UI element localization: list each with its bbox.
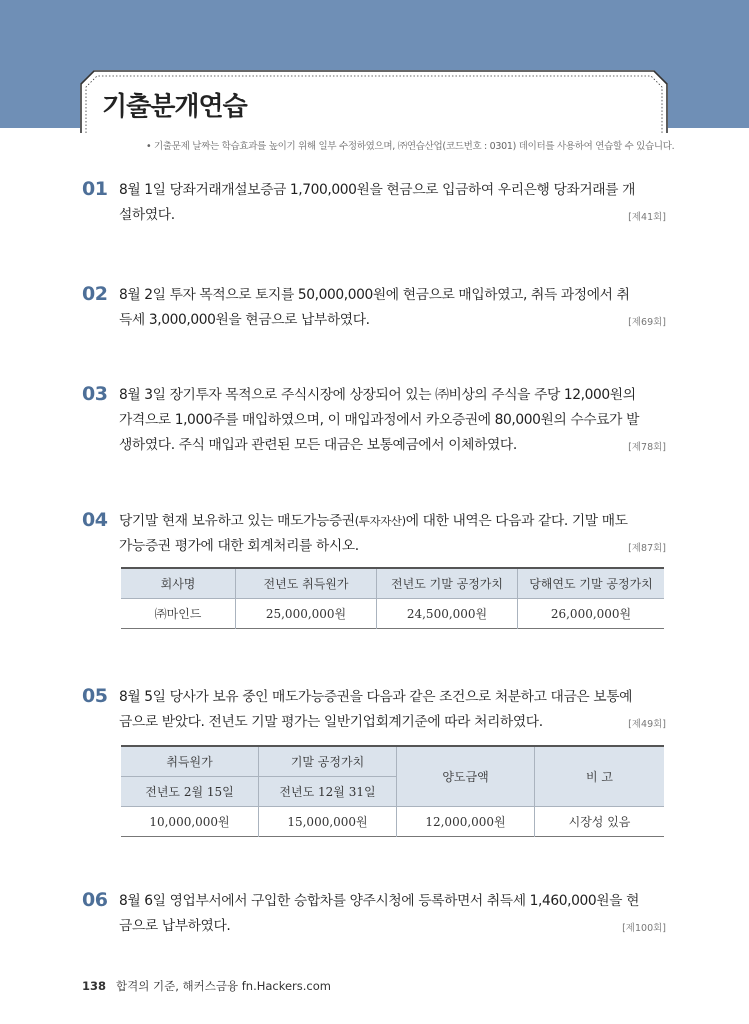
table-header: 회사명: [121, 568, 236, 599]
table-header-row: [121, 746, 664, 777]
question-text: 8월 6일 영업부서에서 구입한 승합차를 양주시청에 등록하면서 취득세 1,460,000원을 현 금으로 납부하였다.: [119, 893, 640, 934]
table-header: 당해연도 기말 공정가치: [518, 568, 665, 599]
table-cell: 26,000,000원: [518, 599, 665, 629]
question-number: 01: [82, 178, 108, 200]
source-label: [제78회]: [628, 442, 666, 453]
question-06: [82, 889, 666, 939]
footer-text: 합격의 기준, 해커스금융 fn.Hackers.com: [116, 979, 331, 993]
table-cell: 24,500,000원: [377, 599, 518, 629]
page-footer: [82, 978, 331, 994]
question-number: 03: [82, 383, 108, 405]
table-cell: 15,000,000원: [259, 807, 397, 837]
table-header: 전년도 2월 15일: [121, 777, 259, 807]
table-row: [121, 807, 664, 837]
table-cell: 10,000,000원: [121, 807, 259, 837]
table-header: 취득원가: [121, 746, 259, 777]
question-text: 8월 2일 투자 목적으로 토지를 50,000,000원에 현금으로 매입하였고, 취득 과정에서 취 득세 3,000,000원을 현금으로 납부하였다.: [119, 287, 630, 328]
question-text: 8월 3일 장기투자 목적으로 주식시장에 상장되어 있는 ㈜비상의 주식을 주당 12,000원의 가격으로 1,000주를 매입하였으며, 이 매입과정에서 카오증권에 80,000원의 수수료가 발 생하였다. 주식 매입과 관련된 모든 대금은 보통예금에서 이체하였다.: [119, 387, 640, 453]
question-03: [82, 383, 666, 458]
question-05: [82, 685, 666, 735]
header-note: • 기출문제 날짜는 학습효과를 높이기 위해 일부 수정하였으며, ㈜연습산업(코드번호 : 0301) 데이터를 사용하여 연습할 수 있습니다.: [146, 141, 675, 152]
source-label: [제49회]: [628, 719, 666, 730]
table-cell: ㈜마인드: [121, 599, 236, 629]
page-title: 기출분개연습: [102, 92, 247, 122]
question-number: 02: [82, 283, 108, 305]
table-header: 비 고: [535, 746, 665, 807]
source-label: [제100회]: [622, 923, 666, 934]
table-header: 전년도 기말 공정가치: [377, 568, 518, 599]
table-header: 기말 공정가치: [259, 746, 397, 777]
table-header: 전년도 12월 31일: [259, 777, 397, 807]
table-header: 양도금액: [397, 746, 535, 807]
table-cell: 시장성 있음: [535, 807, 665, 837]
table-cell: 25,000,000원: [236, 599, 377, 629]
question-02: [82, 283, 666, 333]
table-row: [121, 599, 664, 629]
securities-table: [121, 567, 664, 629]
question-text: 8월 1일 당좌거래개설보증금 1,700,000원을 현금으로 입금하여 우리은행 당좌거래를 개 설하였다.: [119, 182, 636, 223]
question-number: 06: [82, 889, 108, 911]
table-header: 전년도 취득원가: [236, 568, 377, 599]
page-number: 138: [82, 979, 107, 993]
source-label: [제87회]: [628, 543, 666, 554]
question-text: 8월 5일 당사가 보유 중인 매도가능증권을 다음과 같은 조건으로 처분하고 대금은 보통예 금으로 받았다. 전년도 기말 평가는 일반기업회계기준에 따라 처리하였다.: [119, 689, 633, 730]
question-04: [82, 509, 666, 559]
table-header-row: [121, 568, 664, 599]
disposal-table: [121, 745, 664, 837]
table-cell: 12,000,000원: [397, 807, 535, 837]
question-text: 당기말 현재 보유하고 있는 매도가능증권(투자자산)에 대한 내역은 다음과 같다. 기말 매도 가능증권 평가에 대한 회계처리를 하시오.: [119, 513, 628, 554]
question-01: [82, 178, 666, 228]
question-number: 04: [82, 509, 108, 531]
source-label: [제41회]: [628, 212, 666, 223]
question-number: 05: [82, 685, 108, 707]
source-label: [제69회]: [628, 317, 666, 328]
